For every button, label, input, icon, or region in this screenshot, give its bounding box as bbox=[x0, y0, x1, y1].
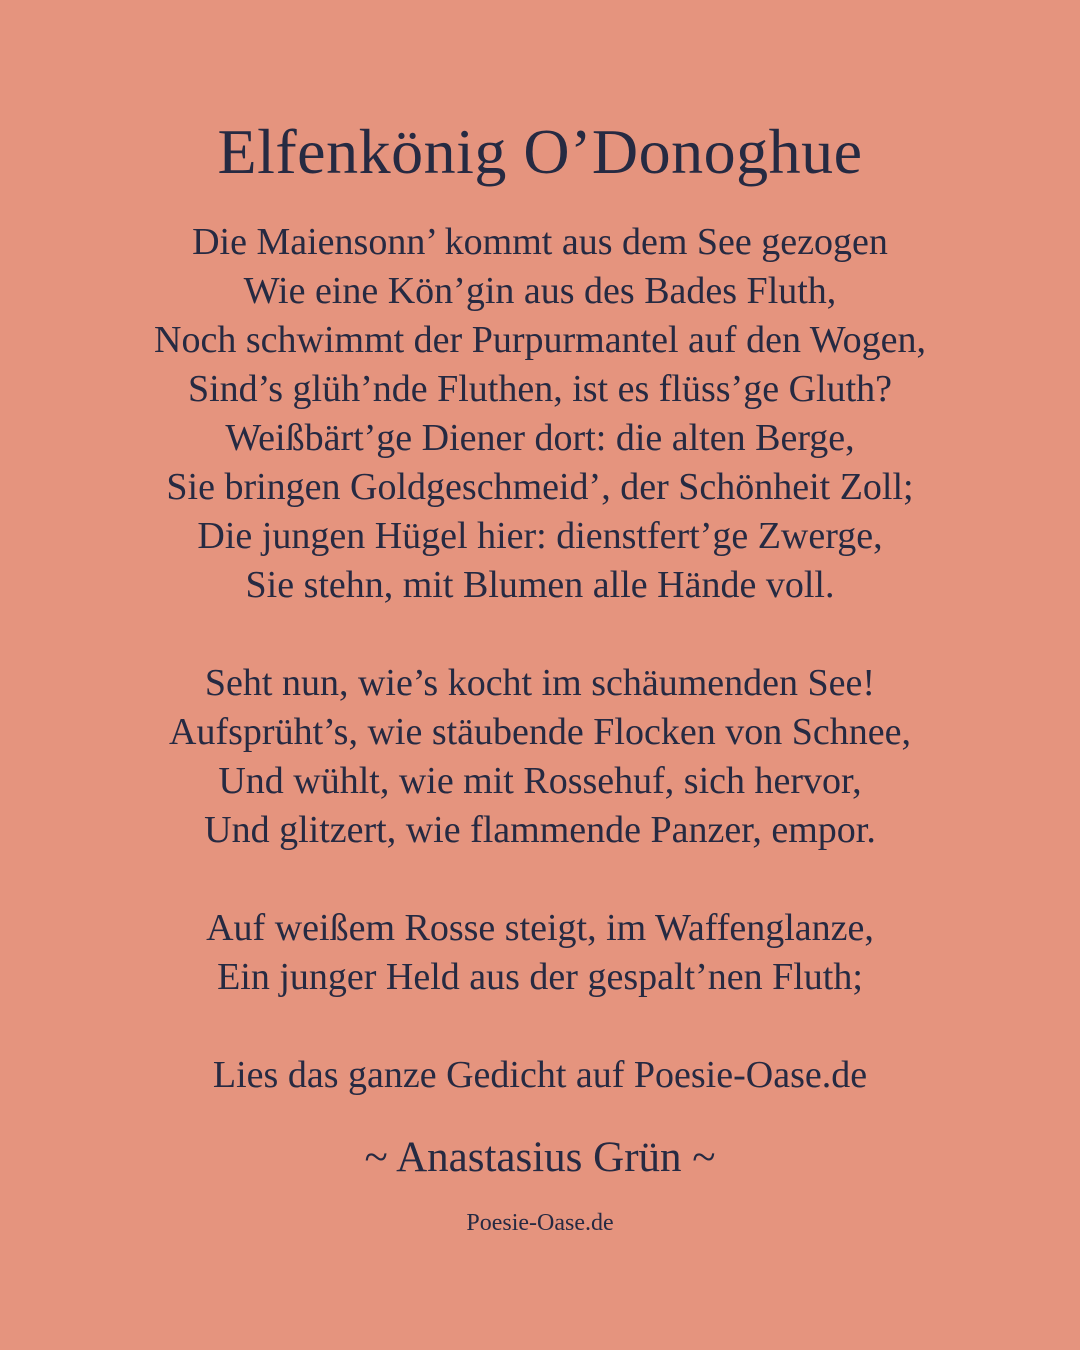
author-name: ~ Anastasius Grün ~ bbox=[364, 1134, 716, 1181]
poem-line: Sie bringen Goldgeschmeid’, der Schönheit Zoll; bbox=[166, 466, 914, 508]
poem-line: Die Maiensonn’ kommt aus dem See gezogen bbox=[192, 221, 888, 263]
poem-body bbox=[0, 218, 1080, 1051]
poem-line: Weißbärt’ge Diener dort: die alten Berge, bbox=[225, 417, 855, 459]
poem-line: Ein junger Held aus der gespalt’nen Fluth; bbox=[217, 956, 863, 998]
poem-line: Seht nun, wie’s kocht im schäumenden See! bbox=[204, 662, 876, 704]
poem-line: Und glitzert, wie flammende Panzer, empor. bbox=[204, 809, 876, 851]
poem-line: Aufsprüht’s, wie stäubende Flocken von Schnee, bbox=[169, 711, 911, 753]
stanza-1 bbox=[0, 218, 1080, 610]
poem-line: Sie stehn, mit Blumen alle Hände voll. bbox=[245, 564, 835, 606]
stanza-3 bbox=[0, 904, 1080, 1002]
stanza-2 bbox=[0, 659, 1080, 855]
poem-line: Die jungen Hügel hier: dienstfert’ge Zwerge, bbox=[197, 515, 883, 557]
read-more-text: Lies das ganze Gedicht auf Poesie-Oase.de bbox=[212, 1054, 868, 1096]
poem-line: Wie eine Kön’gin aus des Bades Fluth, bbox=[243, 270, 837, 312]
site-watermark: Poesie-Oase.de bbox=[466, 1210, 614, 1236]
poem-title: Elfenkönig O’Donoghue bbox=[217, 116, 863, 187]
poem-line: Noch schwimmt der Purpurmantel auf den Wogen, bbox=[154, 319, 926, 361]
poem-line: Sind’s glüh’nde Fluthen, ist es flüss’ge Gluth? bbox=[187, 368, 893, 410]
poem-line: Auf weißem Rosse steigt, im Waffenglanze, bbox=[206, 907, 874, 949]
poem-line: Und wühlt, wie mit Rossehuf, sich hervor, bbox=[218, 760, 862, 802]
